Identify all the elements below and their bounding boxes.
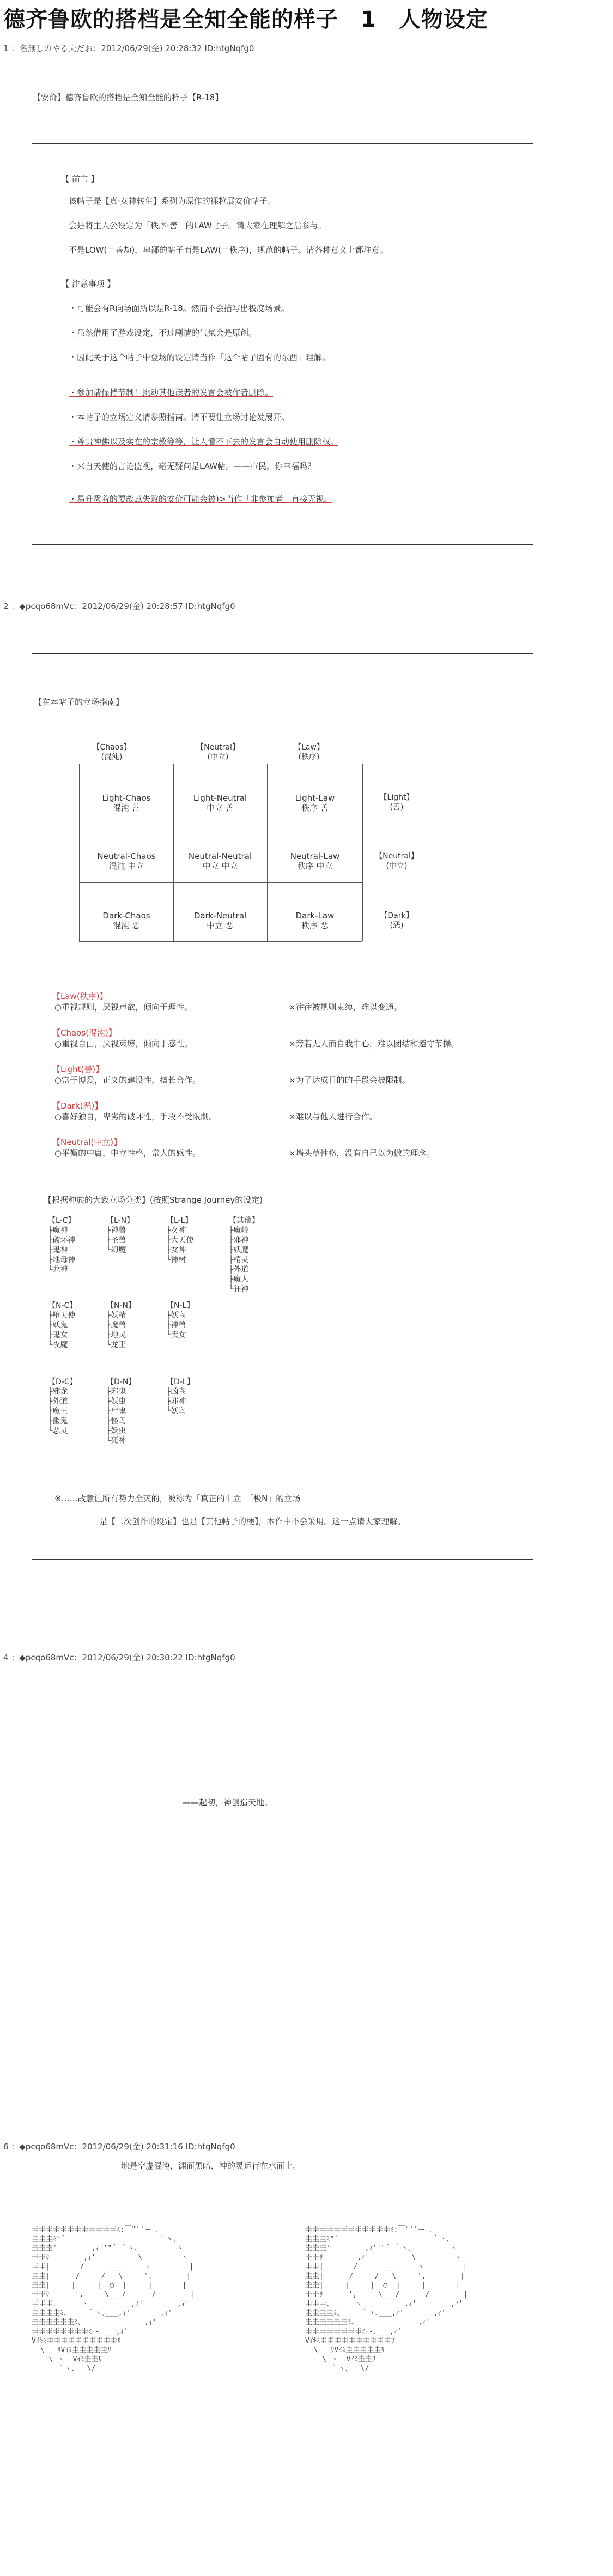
divider	[32, 143, 533, 144]
notes-line: ・因此关于这个帖子中登场的设定请当作「这个帖子固有的东西」理解。	[69, 352, 331, 362]
grid-cell: Dark-Law 秩序 恶	[295, 911, 335, 930]
post-header: 4 ：◆pcqo68mVc：2012/06/29(金) 20:30:22 ID:htgNqfg0	[3, 1653, 235, 1662]
def-plus: ○喜好独自，卑劣的破坏性，手段不受限制。	[54, 1112, 217, 1122]
def-minus: ×难以与他人进行合作。	[289, 1112, 378, 1122]
family-group: 【D-N】 ├邪鬼 ├妖虫 ├尸鬼 ├怪鸟 ├妖虫 └死神	[106, 1378, 136, 1445]
grid-cell: Light-Chaos 混沌 善	[102, 793, 151, 813]
def-plus: ○平衡的中庸，中立性格，常人的感性。	[54, 1148, 201, 1158]
rule-line: ・来自天使的言论监视，毫无疑问是LAW帖。——市民，你幸福吗？	[69, 461, 315, 471]
divider	[32, 653, 533, 654]
ascii-art: 圭圭圭圭圭圭圭圭圭圭圭圭ﾐ:￣"''ー-､ 圭圭圭ﾐ"´ ｀ヽ､ 圭圭圭' ,ｨ''"´ ｀ヽ､ ヽ 圭圭ﾘ ,ｨ' \ ヽ 圭圭| / ___ ヽ | 圭圭| / / \ ', | 圭圭| | | ◯ | | | 圭圭ﾘ ', \___/ / | 圭圭圭、 ヽ ,ｨ' ,ｨ' 圭圭圭圭ﾐ、 ｀ヽ､___,ｨ' ,ｨ' 圭圭圭圭圭圭ﾐ、 ,ｨ' 圭圭圭圭圭圭圭圭ﾐｰ-､___,ｨ' Vｲｷﾐ圭圭圭圭圭圭圭圭圭圭ﾘ \ ﾘVｲﾐ圭圭圭圭圭ﾘ \ ヽ Vｲﾐ圭圭ﾘ ｀ヽ、 \/	[305, 2226, 468, 2373]
rule-line: ・尊贵神佛以及实在的宗教等等，让人看不下去的发言会自动使用删除权。	[69, 437, 339, 447]
def-minus: ×往往被规则束缚，难以变通。	[289, 1002, 402, 1012]
family-group: 【L-N】 ├神兽 ├圣兽 └幻魔	[106, 1216, 135, 1254]
guide-title: 【在本帖子的立场指南】	[34, 697, 124, 707]
family-group: 【N-C】 ├堕天使 ├妖鬼 ├鬼女 └夜魔	[48, 1301, 77, 1349]
col-head-law: 【Law】 (秩序)	[294, 743, 324, 762]
def-minus: ×为了达成目的的手段会被限制。	[289, 1075, 410, 1085]
intro-line: 【安价】德齐鲁欧的搭档是全知全能的样子【R-18】	[33, 93, 223, 102]
row-head-neutral: 【Neutral】 (中立)	[375, 852, 418, 870]
grid-cell: Neutral-Law 秩序 中立	[290, 851, 340, 871]
narration-line: ——起初，神创造天地。	[183, 1798, 273, 1807]
def-plus: ○重视规则，厌视声欲，倾向于理性。	[54, 1002, 193, 1012]
family-title: 【根据种族的大致立场分类】(按照Strange Journey的设定)	[44, 1195, 263, 1205]
notes-line: ・可能会有R向场面所以是R-18。然而不会描写出极度场景。	[69, 303, 289, 313]
grid-cell: Dark-Neutral 中立 恶	[193, 911, 247, 930]
grid-cell: Neutral-Chaos 混沌 中立	[97, 851, 156, 871]
rule-line: ・参加请保持节制！挑动其他读者的发言会被作者删除。	[69, 388, 274, 398]
preface-line: 会是将主人公设定为「秩序·善」的LAW帖子。请大家在理解之后参与。	[69, 221, 326, 230]
post-header: 2 ：◆pcqo68mVc：2012/06/29(金) 20:28:57 ID:htgNqfg0	[3, 601, 235, 611]
rule-line: ・本帖子的立场定义请参照指南。请不要让立场讨论发展开。	[69, 412, 290, 422]
post-header: 6 ：◆pcqo68mVc：2012/06/29(金) 20:31:16 ID:htgNqfg0	[3, 2142, 235, 2152]
ascii-art: 圭圭圭圭圭圭圭圭圭圭圭圭ﾐ:￣"''ー-､ 圭圭圭ﾐ"´ ｀ヽ､ 圭圭圭' ,ｨ''"´ ｀ヽ､ ヽ 圭圭ﾘ ,ｨ' \ ヽ 圭圭| / ___ ヽ | 圭圭| / / \ ', | 圭圭| | | ◯ | | | 圭圭ﾘ ', \___/ / | 圭圭圭、 ヽ ,ｨ' ,ｨ' 圭圭圭圭ﾐ、 ｀ヽ､___,ｨ' ,ｨ' 圭圭圭圭圭圭ﾐ、 ,ｨ' 圭圭圭圭圭圭圭圭ﾐｰ-､___,ｨ' Vｲｷﾐ圭圭圭圭圭圭圭圭圭圭ﾘ \ ﾘVｲﾐ圭圭圭圭圭ﾘ \ ヽ Vｲﾐ圭圭ﾘ ｀ヽ、 \/	[32, 2226, 195, 2373]
notes-line: ・虽然借用了游戏设定，不过剧情的气氛会是原创。	[69, 328, 257, 338]
family-group: 【N-L】 ├妖鸟 ├神兽 └天女	[166, 1301, 195, 1339]
family-group: 【L-C】 ├魔神 ├破坏神 ├鬼神 ├地母神 └龙神	[48, 1216, 76, 1274]
def-plus: ○富于博爱，正义的建设性，擅长合作。	[54, 1075, 201, 1085]
grid-cell: Light-Law 秩序 善	[295, 793, 335, 813]
family-group: 【其他】 ├魔岭 ├邪神 ├妖魔 ├精灵 ├外道 ├魔人 └狂神	[229, 1216, 259, 1294]
row-head-dark: 【Dark】 (恶)	[380, 911, 414, 930]
post-header: 1 ：名無しのやる夫だお：2012/06/29(金) 20:28:32 ID:htgNqfg0	[3, 44, 254, 53]
page-title: 德齐鲁欧的搭档是全知全能的样子 1 人物设定	[3, 7, 488, 32]
preface-line: 该帖子是【真·女神转生】系列为原作的裸粒展安价帖子。	[69, 196, 276, 206]
def-minus: ×墙头草性格，没有自己以为傲的理念。	[289, 1148, 435, 1158]
grid-cell: Neutral-Neutral 中立 中立	[188, 851, 252, 871]
family-group: 【L-L】 ├女神 ├大天使 ├女神 └神树	[166, 1216, 194, 1264]
narration-line: 地是空虚混沌，渊面黑暗，神的灵运行在水面上。	[121, 2161, 301, 2171]
preface-line: 不是LOW(＝善劫)，卑鄙的帖子而是LAW(＝秩序)，规范的帖子。请各种意义上都注意。	[69, 245, 388, 255]
family-group: 【D-C】 ├邪龙 ├外道 ├魔王 ├幽鬼 └恶灵	[48, 1378, 77, 1435]
def-label: 【Dark(恶)】	[52, 1101, 103, 1111]
family-group: 【D-L】 ├凶鸟 ├邪神 └妖鸟	[166, 1378, 195, 1416]
divider	[32, 544, 533, 545]
divider	[32, 1559, 533, 1560]
warning-line: ・易升雾着的要故意失败的安价可能会被)>当作「非参加者」直接无视。	[69, 494, 332, 504]
note-line: 是【二次创作的设定】也是【其他帖子的梗】，本作中不会采用。这一点请大家理解。	[99, 1517, 406, 1526]
note-line: ※……故意让所有势力全灭的，被称为「真正的中立」「极N」的立场	[54, 1494, 301, 1503]
preface-heading: 【 前言 】	[61, 174, 99, 184]
grid-cell: Light-Neutral 中立 善	[193, 793, 247, 813]
def-minus: ×旁若无人而自我中心，难以团结和遵守节操。	[289, 1039, 459, 1049]
notes-heading: 【 注意事项 】	[61, 279, 116, 289]
grid-cell: Dark-Chaos 混沌 恶	[102, 911, 150, 930]
family-group: 【N-N】 ├妖精 ├魔兽 ├地灵 └龙王	[106, 1301, 136, 1349]
col-head-neutral: 【Neutral】 (中立)	[196, 743, 240, 762]
def-label: 【Neutral(中立)】	[52, 1137, 122, 1147]
row-head-light: 【Light】 (善)	[379, 793, 414, 812]
def-label: 【Chaos(混沌)】	[52, 1028, 117, 1038]
col-head-chaos: 【Chaos】 (混沌)	[92, 743, 131, 762]
def-plus: ○重视自由，厌视束缚，倾向于感性。	[54, 1039, 193, 1049]
def-label: 【Light(善)】	[52, 1064, 104, 1074]
def-label: 【Law(秩序)】	[52, 991, 108, 1001]
